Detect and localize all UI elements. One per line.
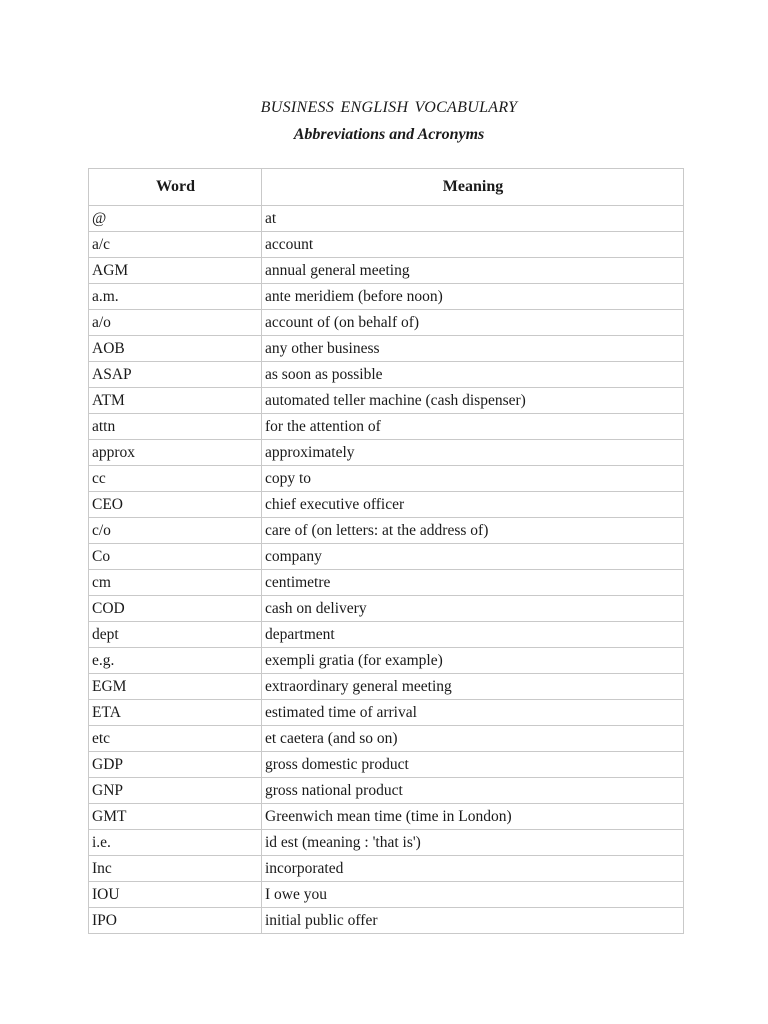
table-row <box>89 882 684 908</box>
document-title: BUSINESS ENGLISH VOCABULARY <box>260 99 518 116</box>
document-subtitle: Abbreviations and Acronyms <box>293 126 485 143</box>
table-row <box>89 414 684 440</box>
table-row <box>89 778 684 804</box>
meaning-cell: exempli gratia (for example) <box>262 648 684 674</box>
meaning-cell: department <box>262 622 684 648</box>
table-row <box>89 206 684 232</box>
table-row <box>89 596 684 622</box>
meaning-cell: I owe you <box>262 882 684 908</box>
meaning-cell: gross national product <box>262 778 684 804</box>
table-row <box>89 648 684 674</box>
table-row <box>89 830 684 856</box>
table-row <box>89 258 684 284</box>
word-cell: Co <box>89 544 262 570</box>
meaning-cell: copy to <box>262 466 684 492</box>
table-row <box>89 908 684 934</box>
meaning-cell: initial public offer <box>262 908 684 934</box>
meaning-cell: any other business <box>262 336 684 362</box>
table-row <box>89 570 684 596</box>
table-row <box>89 492 684 518</box>
word-cell: ATM <box>89 388 262 414</box>
meaning-cell: estimated time of arrival <box>262 700 684 726</box>
word-cell: GMT <box>89 804 262 830</box>
column-header-meaning: Meaning <box>262 169 684 206</box>
word-cell: GDP <box>89 752 262 778</box>
meaning-cell: account <box>262 232 684 258</box>
meaning-cell: cash on delivery <box>262 596 684 622</box>
word-cell: e.g. <box>89 648 262 674</box>
table-row <box>89 674 684 700</box>
meaning-cell: automated teller machine (cash dispenser) <box>262 388 684 414</box>
table-row <box>89 752 684 778</box>
word-cell: IPO <box>89 908 262 934</box>
table-row <box>89 804 684 830</box>
word-cell: c/o <box>89 518 262 544</box>
meaning-cell: chief executive officer <box>262 492 684 518</box>
word-cell: @ <box>89 206 262 232</box>
table-row <box>89 284 684 310</box>
word-cell: approx <box>89 440 262 466</box>
word-cell: a/c <box>89 232 262 258</box>
meaning-cell: at <box>262 206 684 232</box>
word-cell: a.m. <box>89 284 262 310</box>
word-cell: GNP <box>89 778 262 804</box>
word-cell: ETA <box>89 700 262 726</box>
table-row <box>89 310 684 336</box>
meaning-cell: account of (on behalf of) <box>262 310 684 336</box>
table-row <box>89 336 684 362</box>
word-cell: dept <box>89 622 262 648</box>
table-row <box>89 726 684 752</box>
word-cell: i.e. <box>89 830 262 856</box>
word-cell: ASAP <box>89 362 262 388</box>
table-row <box>89 388 684 414</box>
meaning-cell: incorporated <box>262 856 684 882</box>
meaning-cell: gross domestic product <box>262 752 684 778</box>
table-row <box>89 518 684 544</box>
word-cell: COD <box>89 596 262 622</box>
word-cell: AGM <box>89 258 262 284</box>
table-row <box>89 362 684 388</box>
meaning-cell: as soon as possible <box>262 362 684 388</box>
table-row <box>89 856 684 882</box>
word-cell: IOU <box>89 882 262 908</box>
word-cell: EGM <box>89 674 262 700</box>
meaning-cell: extraordinary general meeting <box>262 674 684 700</box>
word-cell: CEO <box>89 492 262 518</box>
meaning-cell: for the attention of <box>262 414 684 440</box>
meaning-cell: company <box>262 544 684 570</box>
meaning-cell: et caetera (and so on) <box>262 726 684 752</box>
column-header-word: Word <box>89 169 262 206</box>
table-row <box>89 440 684 466</box>
table-row <box>89 466 684 492</box>
word-cell: a/o <box>89 310 262 336</box>
table-header-row <box>89 169 684 206</box>
meaning-cell: id est (meaning : 'that is') <box>262 830 684 856</box>
word-cell: AOB <box>89 336 262 362</box>
meaning-cell: centimetre <box>262 570 684 596</box>
table-row <box>89 232 684 258</box>
meaning-cell: Greenwich mean time (time in London) <box>262 804 684 830</box>
word-cell: cm <box>89 570 262 596</box>
meaning-cell: annual general meeting <box>262 258 684 284</box>
word-cell: etc <box>89 726 262 752</box>
meaning-cell: approximately <box>262 440 684 466</box>
table-body <box>89 206 684 934</box>
word-cell: Inc <box>89 856 262 882</box>
vocabulary-table <box>88 168 684 934</box>
word-cell: attn <box>89 414 262 440</box>
table-row <box>89 622 684 648</box>
meaning-cell: ante meridiem (before noon) <box>262 284 684 310</box>
word-cell: cc <box>89 466 262 492</box>
meaning-cell: care of (on letters: at the address of) <box>262 518 684 544</box>
table-row <box>89 544 684 570</box>
table-row <box>89 700 684 726</box>
